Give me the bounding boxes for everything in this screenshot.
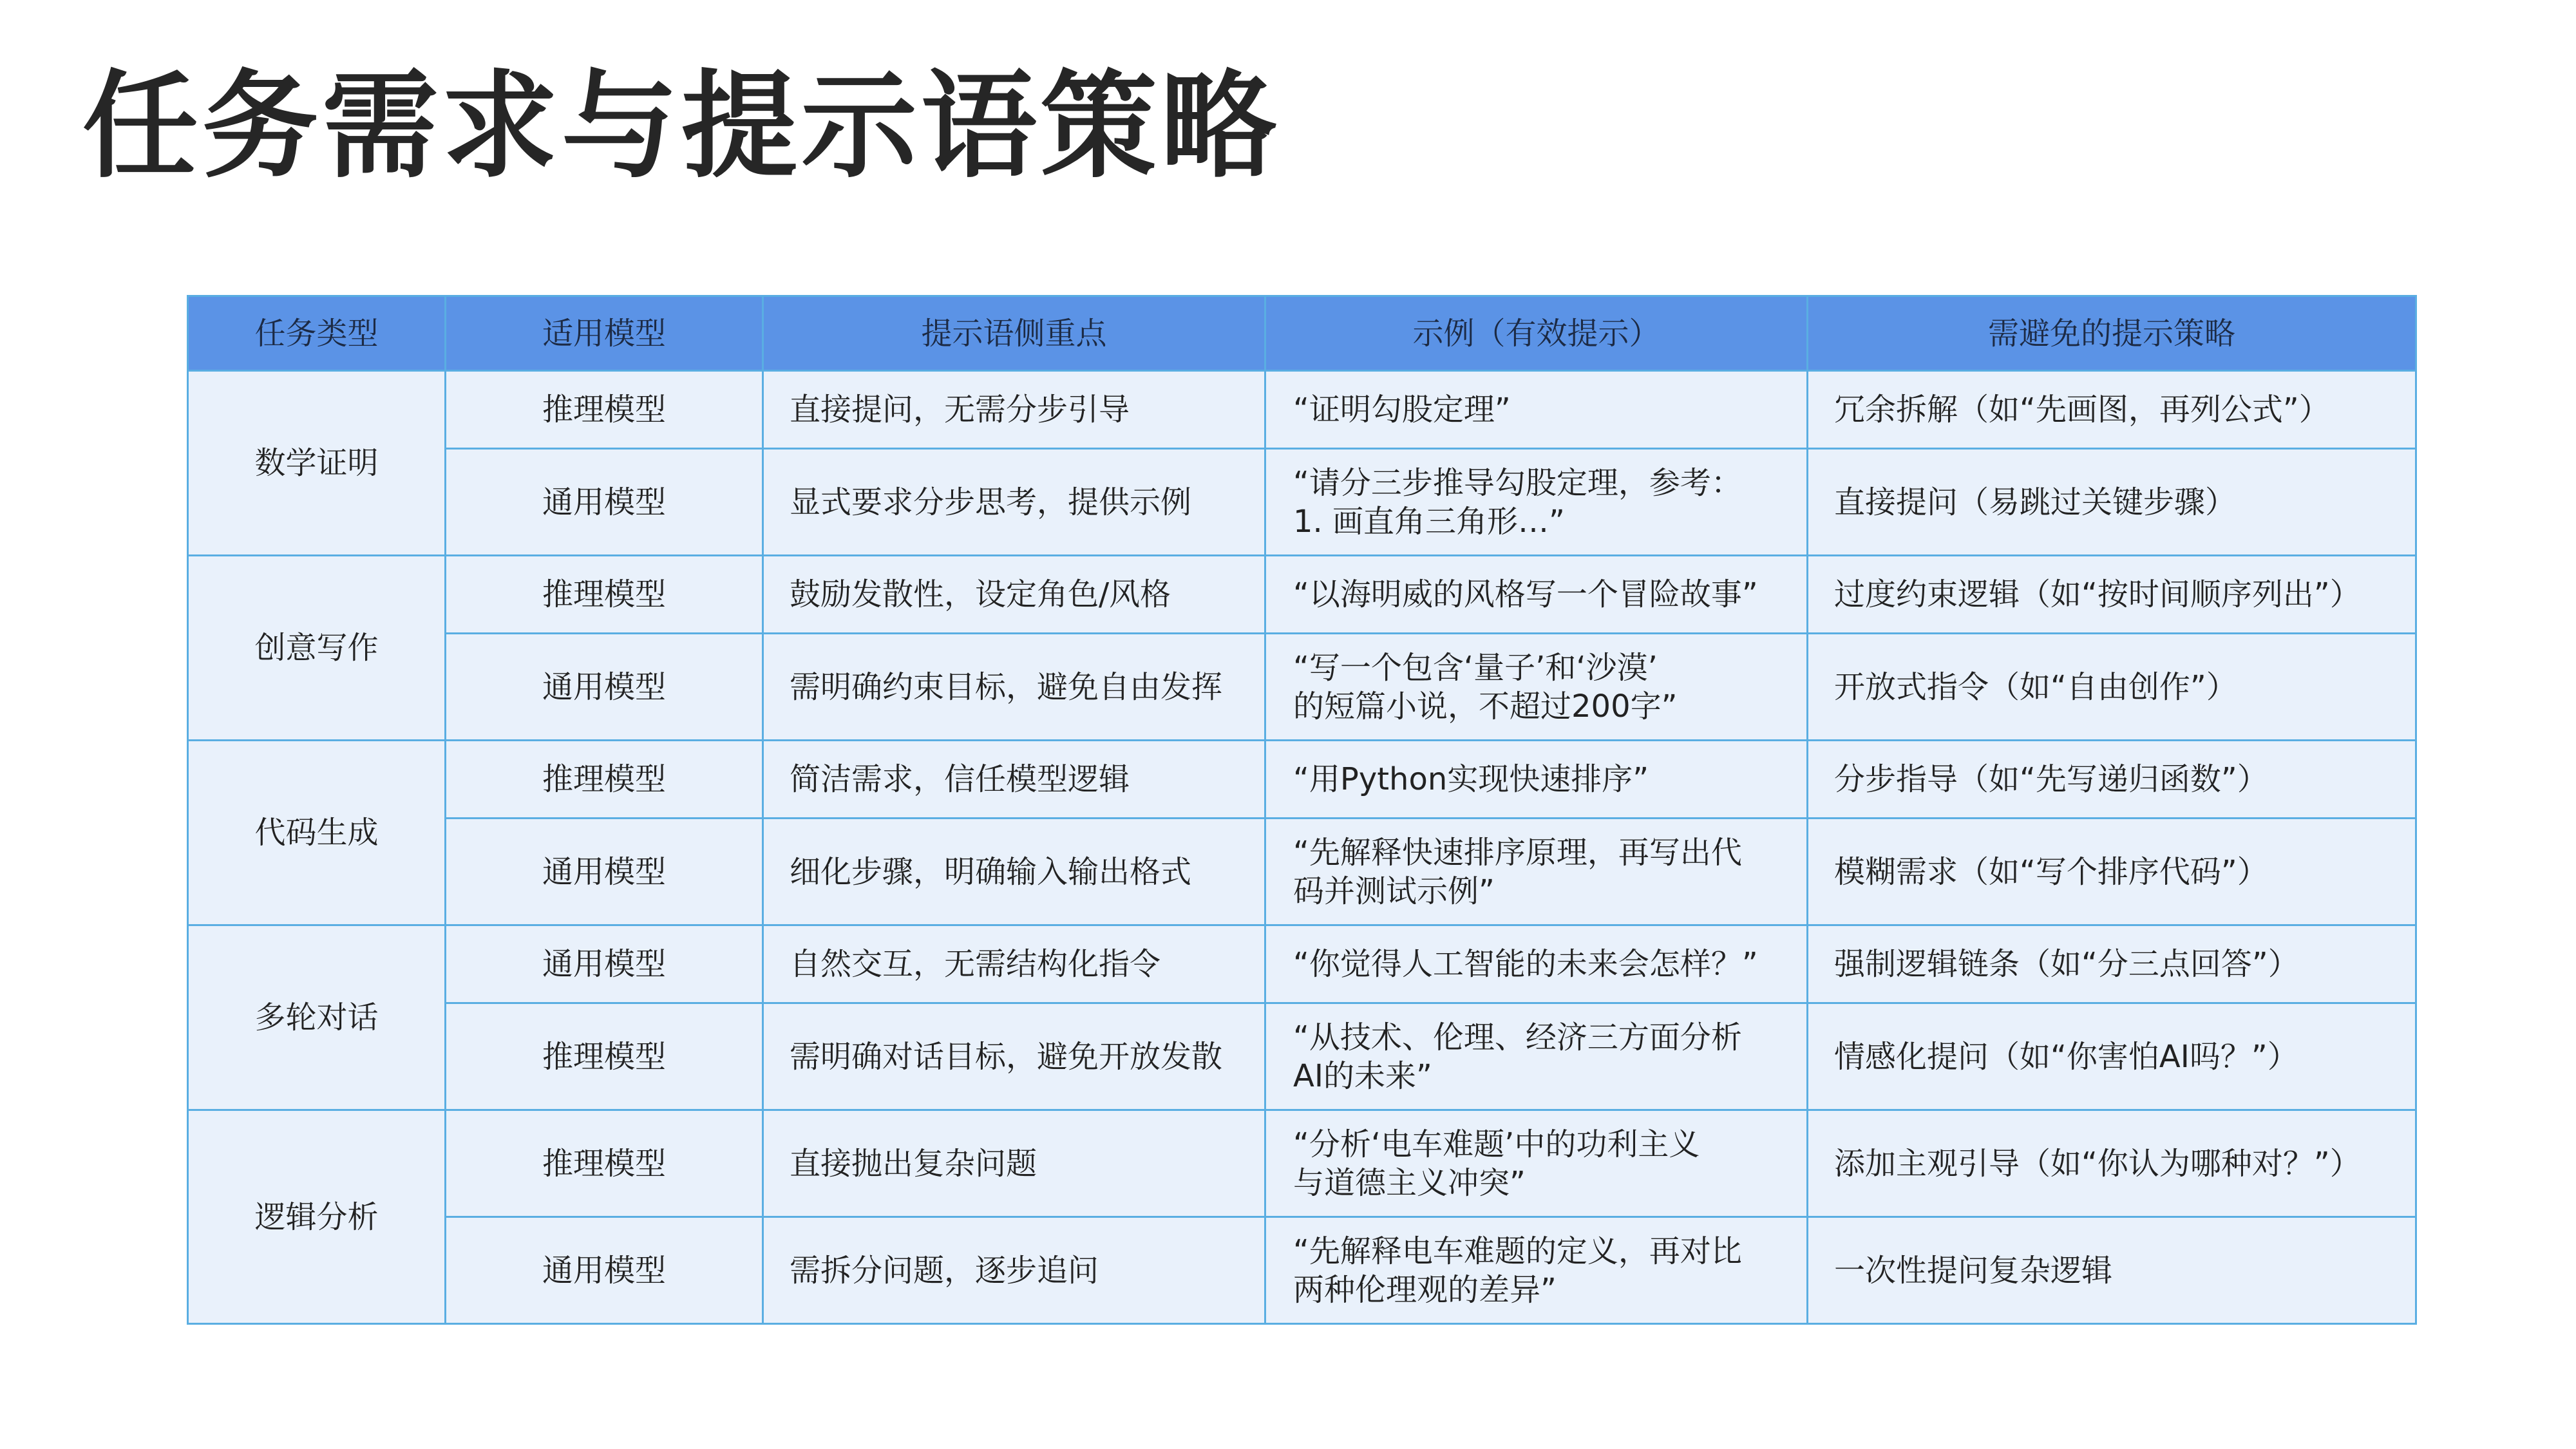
model-cell: 通用模型 [446,634,763,741]
table-row [188,449,2416,556]
task-type-cell: 数学证明 [188,371,446,556]
table-row [188,556,2416,634]
table-row [188,819,2416,925]
example-cell [1265,1003,1808,1110]
example-line: “先解释快速排序原理，再写出代 [1293,834,1742,871]
example-line: 两种伦理观的差异” [1293,1271,1557,1308]
task-type-cell: 多轮对话 [188,925,446,1110]
example-line: “从技术、伦理、经济三方面分析 [1293,1019,1742,1056]
header-model: 适用模型 [446,296,763,371]
header-avoid-strategy: 需避免的提示策略 [1808,296,2416,371]
example-line: “证明勾股定理” [1293,392,1511,428]
table-row [188,1110,2416,1217]
example-line: “请分三步推导勾股定理，参考： [1293,464,1742,501]
avoid-strategy-cell: 添加主观引导（如“你认为哪种对？”） [1808,1110,2416,1217]
model-cell: 通用模型 [446,449,763,556]
avoid-strategy-cell: 冗余拆解（如“先画图，再列公式”） [1808,371,2416,449]
prompt-focus-cell: 需明确对话目标，避免开放发散 [763,1003,1265,1110]
example-cell [1265,449,1808,556]
model-cell: 通用模型 [446,1217,763,1324]
model-cell: 推理模型 [446,371,763,449]
example-line: 码并测试示例” [1293,873,1495,909]
header-example: 示例（有效提示） [1265,296,1808,371]
prompt-focus-cell: 简洁需求，信任模型逻辑 [763,741,1265,819]
model-cell: 推理模型 [446,1110,763,1217]
table-row [188,925,2416,1003]
avoid-strategy-cell: 模糊需求（如“写个排序代码”） [1808,819,2416,925]
example-cell [1265,556,1808,634]
table-row [188,741,2416,819]
task-type-cell: 创意写作 [188,556,446,741]
example-line: 1. 画直角三角形…” [1293,503,1565,540]
prompt-focus-cell: 鼓励发散性，设定角色/风格 [763,556,1265,634]
avoid-strategy-cell: 过度约束逻辑（如“按时间顺序列出”） [1808,556,2416,634]
prompt-focus-cell: 需拆分问题，逐步追问 [763,1217,1265,1324]
avoid-strategy-cell: 分步指导（如“先写递归函数”） [1808,741,2416,819]
avoid-strategy-cell: 直接提问（易跳过关键步骤） [1808,449,2416,556]
example-line: 的短篇小说，不超过200字” [1293,688,1678,724]
example-line: “写一个包含‘量子’和‘沙漠’ [1293,649,1658,686]
example-cell [1265,819,1808,925]
model-cell: 推理模型 [446,556,763,634]
page-title: 任务需求与提示语策略 [82,59,1281,194]
prompt-focus-cell: 直接提问，无需分步引导 [763,371,1265,449]
strategy-table [187,295,2417,1325]
example-cell [1265,634,1808,741]
prompt-focus-cell: 自然交互，无需结构化指令 [763,925,1265,1003]
example-line: “先解释电车难题的定义，再对比 [1293,1233,1742,1269]
prompt-focus-cell: 显式要求分步思考，提供示例 [763,449,1265,556]
task-type-cell: 代码生成 [188,741,446,925]
avoid-strategy-cell: 一次性提问复杂逻辑 [1808,1217,2416,1324]
table-row [188,371,2416,449]
table-row [188,634,2416,741]
example-cell [1265,1217,1808,1324]
example-cell [1265,741,1808,819]
avoid-strategy-cell: 开放式指令（如“自由创作”） [1808,634,2416,741]
example-line: “你觉得人工智能的未来会怎样？” [1293,946,1758,982]
example-line: “以海明威的风格写一个冒险故事” [1293,576,1758,612]
prompt-focus-cell: 需明确约束目标，避免自由发挥 [763,634,1265,741]
prompt-focus-cell: 直接抛出复杂问题 [763,1110,1265,1217]
model-cell: 通用模型 [446,925,763,1003]
prompt-focus-cell: 细化步骤，明确输入输出格式 [763,819,1265,925]
table-row [188,1217,2416,1324]
example-line: “用Python实现快速排序” [1293,761,1649,797]
header-task-type: 任务类型 [188,296,446,371]
model-cell: 推理模型 [446,741,763,819]
example-cell [1265,371,1808,449]
example-line: AI的未来” [1293,1057,1432,1094]
table-header-row [188,296,2416,371]
avoid-strategy-cell: 情感化提问（如“你害怕AI吗？”） [1808,1003,2416,1110]
avoid-strategy-cell: 强制逻辑链条（如“分三点回答”） [1808,925,2416,1003]
task-type-cell: 逻辑分析 [188,1110,446,1324]
example-line: 与道德主义冲突” [1293,1164,1526,1201]
model-cell: 推理模型 [446,1003,763,1110]
model-cell: 通用模型 [446,819,763,925]
example-line: “分析‘电车难题’中的功利主义 [1293,1126,1700,1162]
table-row [188,1003,2416,1110]
example-cell [1265,1110,1808,1217]
header-prompt-focus: 提示语侧重点 [763,296,1265,371]
example-cell [1265,925,1808,1003]
